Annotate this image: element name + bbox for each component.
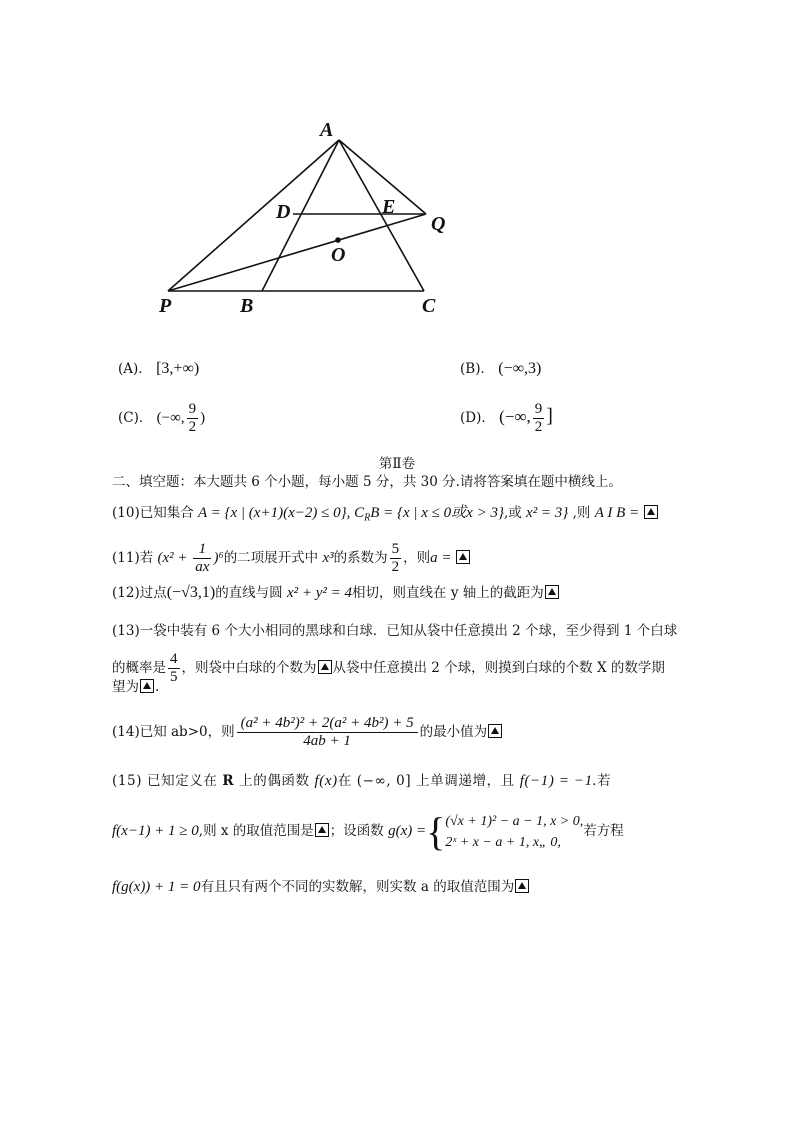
- point-o: [335, 237, 341, 243]
- answer-blank-icon: [318, 660, 332, 674]
- question-15-line-2: [112, 808, 624, 854]
- triangle-diagram: [150, 112, 460, 322]
- answer-blank-icon: [456, 550, 470, 564]
- label-p: P: [159, 295, 172, 317]
- q15-line3-b: 有且只有两个不同的实数解，则实数 a 的取值范围为: [200, 879, 515, 895]
- q11-fraction: [193, 541, 211, 576]
- q12-text-a: (12)过点: [112, 585, 167, 601]
- label-b: B: [240, 295, 254, 317]
- q10-text-a: (10)已知集合: [112, 505, 199, 521]
- q15-line2-c: ；设函数: [329, 823, 389, 839]
- option-d-num: 9: [534, 401, 543, 417]
- question-14: [112, 709, 503, 755]
- q11-text-c: 的系数为: [333, 550, 388, 566]
- q10-math-c: x² = 3}: [526, 505, 569, 521]
- label-e: E: [382, 196, 396, 218]
- piecewise-brace: {: [426, 808, 446, 854]
- q10-math-a: A = {x | (x+1)(x−2) ≤ 0}, C: [198, 505, 365, 521]
- q11-frac-den: ax: [195, 559, 210, 575]
- q15-f-value: f(−1) = −1.: [519, 773, 598, 789]
- option-c-den: 2: [188, 419, 197, 435]
- option-d-suffix: ]: [546, 405, 553, 427]
- option-a-value: [3,+∞): [156, 360, 200, 377]
- q15-line1-d: 若: [597, 773, 612, 789]
- option-d-den: 2: [534, 419, 543, 435]
- q11-frac2-den: 2: [391, 559, 400, 575]
- question-15-line-3: [112, 877, 530, 897]
- q15-condition: f(x−1) + 1 ≥ 0: [112, 823, 199, 839]
- option-c: [118, 401, 205, 436]
- option-a-label: (A)．: [118, 361, 152, 377]
- q13-line3-end: .: [155, 679, 160, 695]
- q13-fraction: [168, 651, 180, 686]
- option-c-prefix: (−∞,: [156, 410, 185, 426]
- section-title: 第Ⅱ卷: [378, 456, 416, 472]
- q15-fx: f(x): [314, 773, 338, 789]
- option-c-label: (C)．: [118, 410, 153, 426]
- q15-line1-c: 在 (−∞, 0] 上单调递增，且: [337, 773, 520, 789]
- question-10: [112, 503, 659, 529]
- option-b: [460, 357, 541, 378]
- option-d-label: (D)．: [460, 410, 495, 426]
- q14-fraction: [237, 715, 418, 750]
- answer-blank-icon: [140, 679, 154, 693]
- q15-line1-a: (15) 已知定义在: [112, 773, 223, 789]
- q11-frac-num: 1: [193, 541, 211, 559]
- q11-math-b: )⁶: [213, 550, 224, 566]
- option-d: [460, 401, 553, 436]
- q12-math-a: (−√3,1): [166, 584, 216, 601]
- option-a: [118, 357, 199, 378]
- option-d-fraction: [533, 401, 545, 436]
- q10-math-b: B = {x | x ≤ 0或x > 3}: [370, 505, 504, 521]
- label-c: C: [422, 295, 436, 317]
- segment-pq: [168, 214, 426, 291]
- triangle-figure: [150, 112, 460, 322]
- q14-text-a: (14)已知 ab>0，则: [112, 724, 235, 740]
- question-13-line-1: (13)一袋中装有 6 个大小相同的黑球和白球．已知从袋中任意摸出 2 个球，至少得到 1 个白球: [112, 623, 678, 639]
- q10-text-c: ,则: [568, 505, 595, 521]
- answer-blank-icon: [644, 505, 658, 519]
- answer-blank-icon: [488, 724, 502, 738]
- option-c-suffix: ): [200, 410, 206, 426]
- option-b-label: (B)．: [460, 361, 494, 377]
- question-12: [112, 583, 560, 603]
- q14-text-b: 的最小值为: [419, 724, 488, 740]
- q10-sub-r: R: [364, 512, 371, 524]
- answer-blank-icon: [545, 585, 559, 599]
- q11-math-a: (x² +: [157, 550, 192, 566]
- question-13-line-2: [112, 648, 665, 688]
- q11-text-b: 的二项展开式中: [223, 550, 323, 566]
- q13-text-a: 的概率是: [112, 660, 166, 676]
- q11-math-d: a =: [430, 550, 456, 566]
- question-13-line-3: [112, 677, 159, 697]
- question-11: [112, 541, 471, 576]
- section-heading: 二、填空题：本大题共 6 个小题，每小题 5 分，共 30 分.请将答案填在题中横线上。: [112, 474, 622, 490]
- q13-text-c: 从袋中任意摸出 2 个球，则摸到白球的个数 X 的数学期: [332, 660, 665, 676]
- q10-text-b: ,或: [503, 505, 527, 521]
- q13-frac-num: 4: [170, 651, 178, 667]
- answer-blank-icon: [315, 823, 329, 837]
- q14-denominator: 4ab + 1: [303, 733, 351, 749]
- q13-text-b: ，则袋中白球的个数为: [181, 660, 317, 676]
- q15-case-1: (√x + 1)² − a − 1, x > 0,: [445, 813, 584, 829]
- option-d-prefix: (−∞,: [499, 407, 531, 426]
- label-q: Q: [431, 213, 446, 235]
- q12-text-c: 相切，则直线在 y 轴上的截距为: [352, 585, 544, 601]
- segment-ap: [168, 140, 339, 291]
- q11-fraction-2: [390, 541, 402, 576]
- q15-line2-d: 若方程: [583, 823, 624, 839]
- q11-math-c: x³: [322, 550, 334, 566]
- label-a: A: [320, 119, 334, 141]
- q15-real-set: R: [222, 773, 235, 789]
- q10-math-d: A I B =: [594, 505, 643, 521]
- q13-frac-den: 5: [170, 669, 178, 685]
- option-c-num: 9: [188, 401, 197, 417]
- q15-g-def: g(x) =: [388, 823, 427, 839]
- segment-ab: [262, 140, 339, 291]
- label-o: O: [331, 244, 346, 266]
- q11-text-d: ，则: [403, 550, 431, 566]
- q11-frac2-num: 5: [391, 541, 400, 557]
- q12-text-b: 的直线与圆: [215, 585, 287, 601]
- q15-line1-b: 上的偶函数: [234, 773, 315, 789]
- piecewise-cases: [445, 811, 583, 853]
- q15-case-2: 2ˣ + x − a + 1, x„ 0,: [445, 834, 561, 850]
- q15-equation: f(g(x)) + 1 = 0: [112, 879, 201, 895]
- q14-numerator: (a² + 4b²)² + 2(a² + 4b²) + 5: [237, 715, 418, 733]
- label-d: D: [276, 201, 291, 223]
- option-c-fraction: [187, 401, 199, 436]
- question-15-line-1: [112, 771, 611, 791]
- q11-text-a: (11)若: [112, 550, 158, 566]
- option-b-value: (−∞,3): [498, 360, 542, 377]
- answer-blank-icon: [515, 879, 529, 893]
- q12-math-b: x² + y² = 4: [286, 585, 353, 601]
- q13-line3: 望为: [112, 679, 139, 695]
- q15-line2-b: ,则 x 的取值范围是: [198, 823, 314, 839]
